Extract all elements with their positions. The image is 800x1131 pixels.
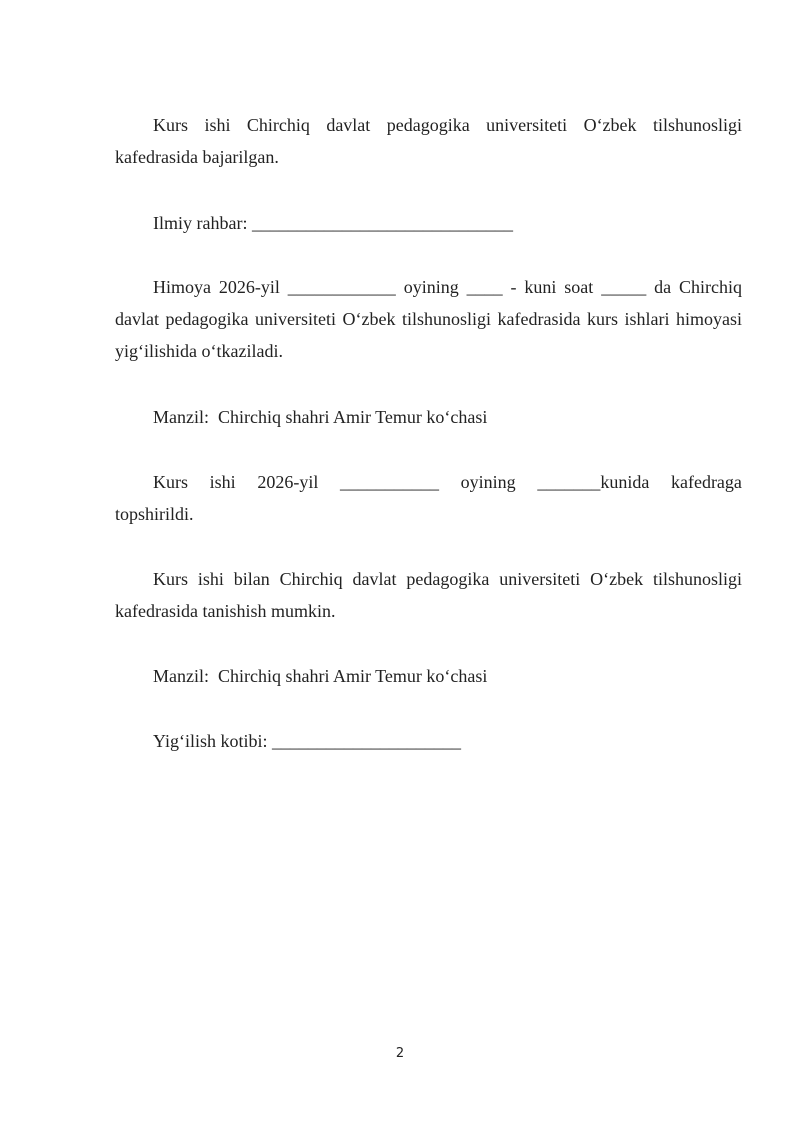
paragraph-address-2: Manzil: Chirchiq shahri Amir Temur ko‘chasi <box>153 666 488 686</box>
paragraph-address-1: Manzil: Chirchiq shahri Amir Temur ko‘chasi <box>153 407 488 427</box>
page-number: 2 <box>395 1046 405 1061</box>
submission-word-6: _______kunida <box>537 472 650 492</box>
paragraph-submission-line <box>153 466 742 498</box>
submission-word-1: Kurs <box>153 472 188 492</box>
paragraph-review-info: Kurs ishi bilan Chirchiq davlat pedagogika universiteti O‘zbek tilshunosligi kafedrasida tanishish mumkin. <box>115 569 742 621</box>
submission-word-4: ___________ <box>339 472 439 492</box>
paragraph-defense-info: Himoya 2026-yil ____________ oyining ____ - kuni soat _____ da Chirchiq davlat pedagogika universiteti O‘zbek tilshunosligi kafedrasida kurs ishlari himoyasi yig‘ilishida o‘tkaziladi. <box>115 277 742 361</box>
paragraph-submission-continuation: topshirildi. <box>115 504 194 524</box>
paragraph-completion-note: Kurs ishi Chirchiq davlat pedagogika universiteti O‘zbek tilshunosligi kafedrasida bajarilgan. <box>115 115 742 167</box>
submission-word-3: 2026-yil <box>257 472 319 492</box>
paragraph-secretary: Yig‘ilish kotibi: _____________________ <box>153 731 462 751</box>
submission-word-7: kafedraga <box>670 472 742 492</box>
paragraph-supervisor: Ilmiy rahbar: _____________________________ <box>153 213 513 233</box>
submission-word-5: oyining <box>460 472 516 492</box>
submission-word-2: ishi <box>209 472 236 492</box>
